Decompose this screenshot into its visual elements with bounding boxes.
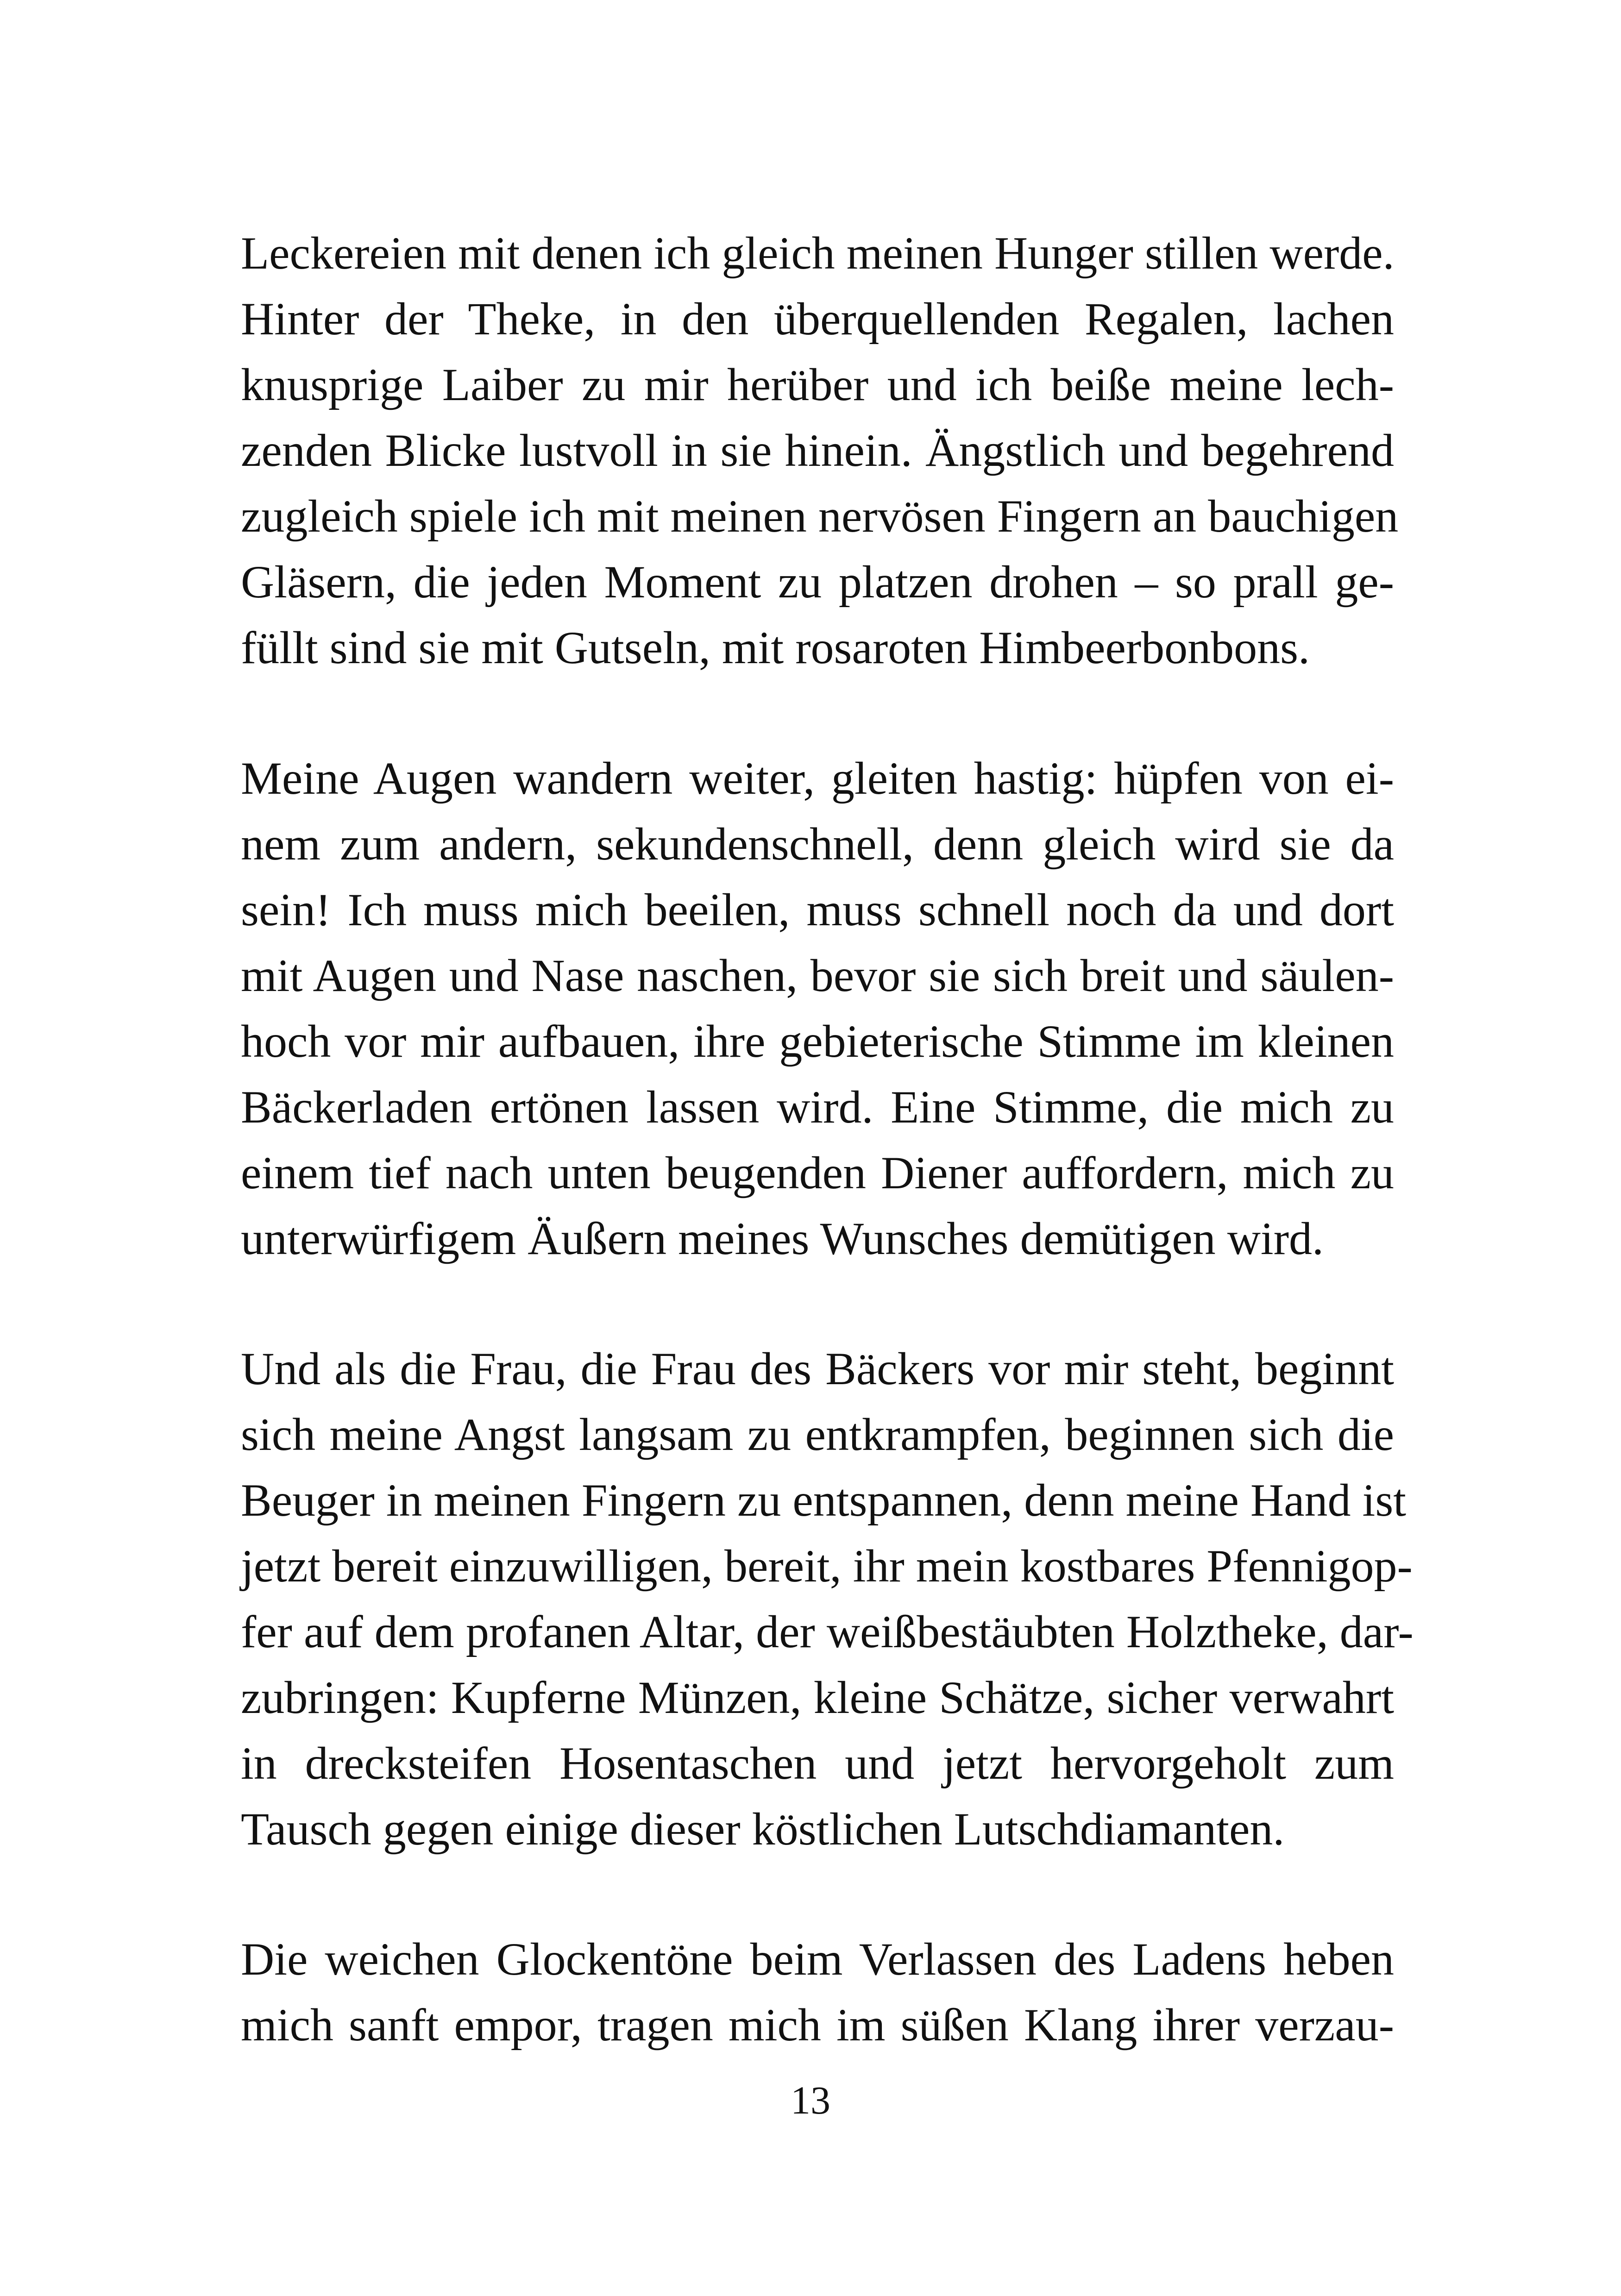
text-line: sich meine Angst langsam zu entkrampfen, beginnen sich die [241,1409,1394,1460]
text-line: fer auf dem profanen Altar, der weißbestäubten Holztheke, dar- [241,1606,1414,1657]
text-line: mich sanft empor, tragen mich im süßen Klang ihrer verzau- [241,1999,1394,2051]
text-line: sein! Ich muss mich beeilen, muss schnell noch da und dort [241,884,1394,935]
text-line: zubringen: Kupferne Münzen, kleine Schätze, sicher verwahrt [241,1672,1394,1723]
paragraph-3 [241,1336,1414,1862]
paragraph-2 [241,746,1394,1272]
text-line: unterwürfigem Äußern meines Wunsches demütigen wird. [241,1213,1324,1264]
text-line: mit Augen und Nase naschen, bevor sie sich breit und säulen- [241,950,1394,1001]
text-line: Und als die Frau, die Frau des Bäckers vor mir steht, beginnt [241,1343,1394,1394]
text-line: Bäckerladen ertönen lassen wird. Eine Stimme, die mich zu [241,1081,1394,1133]
text-line: Gläsern, die jeden Moment zu platzen drohen – so prall ge- [241,556,1394,608]
text-line: zenden Blicke lustvoll in sie hinein. Ängstlich und begehrend [241,425,1394,476]
page-number: 13 [791,2078,830,2122]
text-line: in drecksteifen Hosentaschen und jetzt hervorgeholt zum [241,1738,1394,1789]
text-line: nem zum andern, sekundenschnell, denn gleich wird sie da [241,818,1394,870]
text-line: füllt sind sie mit Gutseln, mit rosaroten Himbeerbonbons. [241,622,1310,673]
text-line: jetzt bereit einzuwilligen, bereit, ihr mein kostbares Pfennigop- [241,1540,1413,1592]
text-line: hoch vor mir aufbauen, ihre gebieterische Stimme im kleinen [241,1016,1394,1067]
text-line: knusprige Laiber zu mir herüber und ich beiße meine lech- [241,359,1394,410]
text-line: Meine Augen wandern weiter, gleiten hastig: hüpfen von ei- [241,753,1394,804]
text-line: Hinter der Theke, in den überquellenden Regalen, lachen [241,293,1394,345]
text-line: Die weichen Glockentöne beim Verlassen des Ladens heben [241,1933,1394,1985]
text-line: einem tief nach unten beugenden Diener auffordern, mich zu [241,1147,1394,1198]
text-line: zugleich spiele ich mit meinen nervösen Fingern an bauchigen [241,490,1399,542]
text-line: Leckereien mit denen ich gleich meinen Hunger stillen werde. [241,227,1395,279]
paragraph-4 [241,1926,1394,2058]
text-line: Beuger in meinen Fingern zu entspannen, denn meine Hand ist [241,1474,1407,1526]
paragraph-1 [241,220,1399,681]
text-line: Tausch gegen einige dieser köstlichen Lutschdiamanten. [241,1803,1285,1855]
